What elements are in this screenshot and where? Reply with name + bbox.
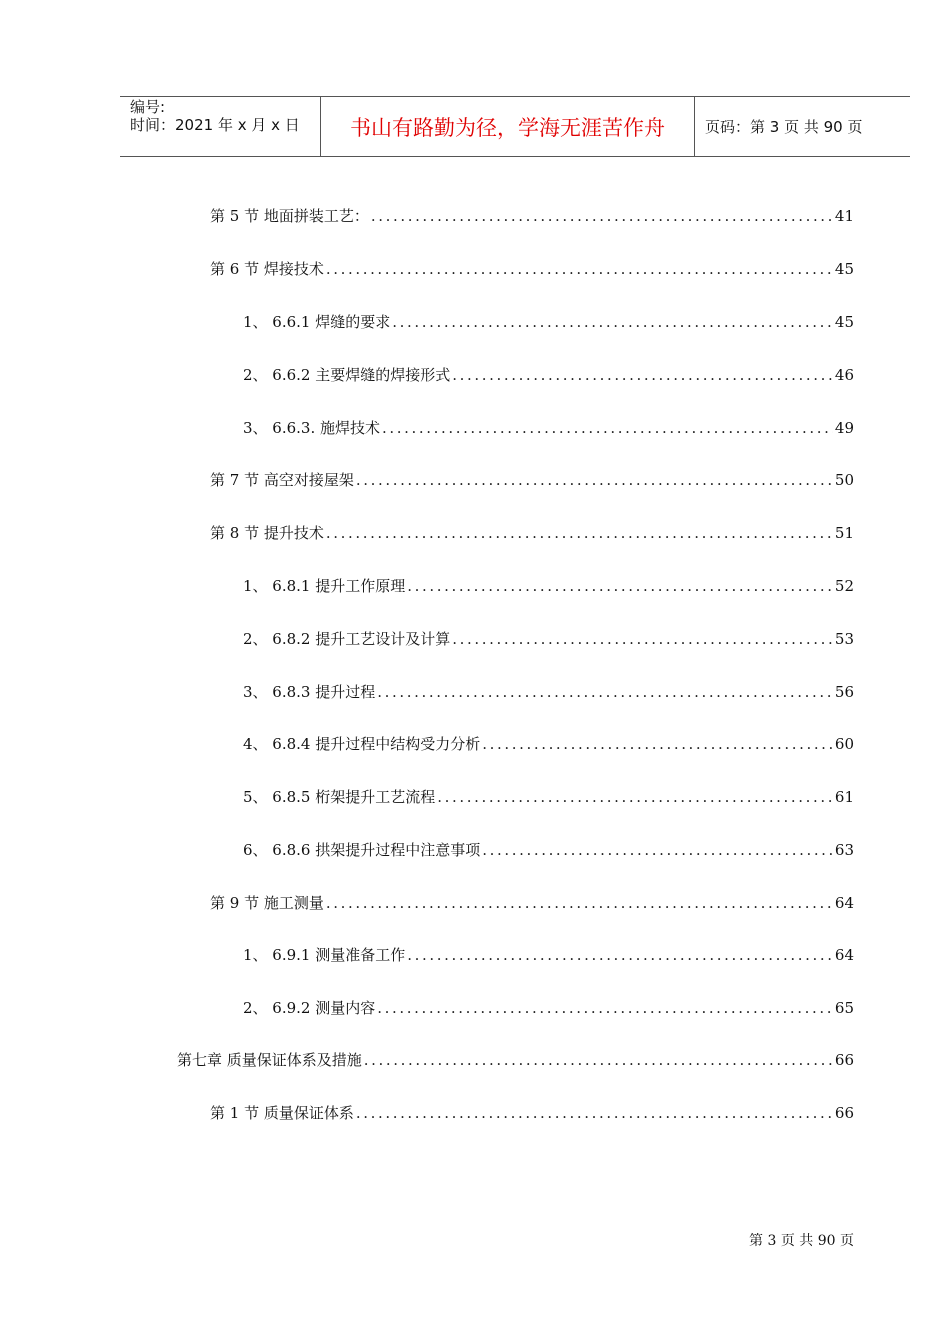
toc-leader-dots	[452, 365, 833, 385]
toc-entry-page: 51	[834, 524, 854, 542]
toc-entry-page: 60	[834, 735, 854, 753]
toc-entry-page: 64	[834, 894, 854, 912]
toc-entry-title: 1、 6.6.1 焊缝的要求	[243, 313, 391, 331]
toc-entry-page: 63	[834, 841, 854, 859]
toc-entry[interactable]	[210, 519, 854, 543]
toc-entry[interactable]	[210, 466, 854, 490]
toc-leader-dots	[326, 259, 833, 279]
toc-leader-dots	[371, 206, 833, 226]
toc-entry-title: 5、 6.8.5 桁架提升工艺流程	[243, 788, 436, 806]
toc-entry[interactable]	[243, 361, 854, 385]
toc-entry[interactable]	[210, 1099, 854, 1123]
toc-entry[interactable]	[243, 994, 854, 1018]
toc-entry-page: 46	[834, 366, 854, 384]
toc-entry[interactable]	[210, 202, 854, 226]
toc-entry-chapter[interactable]	[177, 1046, 854, 1070]
toc-entry-title: 3、 6.8.3 提升过程	[243, 683, 376, 701]
toc-entry-title: 4、 6.8.4 提升过程中结构受力分析	[243, 735, 481, 753]
toc-entry-page: 65	[834, 999, 854, 1017]
toc-entry[interactable]	[243, 678, 854, 702]
toc-leader-dots	[407, 576, 833, 596]
toc-entry-title: 第 7 节 高空对接屋架	[210, 471, 354, 489]
toc-entry-title: 1、 6.8.1 提升工作原理	[243, 577, 406, 595]
toc-entry-page: 49	[834, 419, 854, 437]
toc-leader-dots	[482, 734, 833, 754]
toc-entry[interactable]	[243, 730, 854, 754]
document-number: 编号:	[130, 98, 166, 116]
document-time: 时间：2021 年 x 月 x 日	[130, 116, 300, 134]
toc-leader-dots	[452, 629, 833, 649]
toc-leader-dots	[377, 682, 833, 702]
toc-entry[interactable]	[243, 572, 854, 596]
toc-entry-title: 第 8 节 提升技术	[210, 524, 324, 542]
header-meta-cell	[120, 97, 321, 156]
header-motto: 书山有路勤为径，学海无涯苦作舟	[350, 116, 665, 140]
toc-leader-dots	[377, 998, 833, 1018]
toc-entry-page: 41	[834, 207, 854, 225]
toc-leader-dots	[437, 787, 833, 807]
toc-entry-title: 6、 6.8.6 拱架提升过程中注意事项	[243, 841, 481, 859]
footer-page-number: 第 3 页 共 90 页	[749, 1233, 854, 1249]
toc-entry-page: 45	[834, 260, 854, 278]
toc-entry-title: 2、 6.6.2 主要焊缝的焊接形式	[243, 366, 451, 384]
toc-entry[interactable]	[243, 836, 854, 860]
toc-entry[interactable]	[243, 414, 854, 438]
toc-entry-title: 第 5 节 地面拼装工艺：	[210, 207, 369, 225]
document-header	[120, 96, 910, 157]
toc-entry-title: 第七章 质量保证体系及措施	[177, 1051, 362, 1069]
toc-entry[interactable]	[243, 308, 854, 332]
toc-entry-page: 52	[834, 577, 854, 595]
toc-entry-page: 64	[834, 946, 854, 964]
header-motto-cell	[321, 97, 695, 156]
toc-entry-title: 第 6 节 焊接技术	[210, 260, 324, 278]
toc-entry-page: 61	[834, 788, 854, 806]
toc-leader-dots	[392, 312, 833, 332]
toc-leader-dots	[382, 418, 833, 438]
toc-entry[interactable]	[243, 625, 854, 649]
toc-entry-page: 50	[834, 471, 854, 489]
toc-entry[interactable]	[243, 941, 854, 965]
toc-entry-title: 第 1 节 质量保证体系	[210, 1104, 354, 1122]
toc-entry-title: 2、 6.8.2 提升工艺设计及计算	[243, 630, 451, 648]
toc-leader-dots	[356, 470, 833, 490]
toc-entry[interactable]	[210, 889, 854, 913]
toc-leader-dots	[364, 1050, 833, 1070]
toc-leader-dots	[326, 893, 833, 913]
toc-leader-dots	[356, 1103, 833, 1123]
toc-entry-page: 53	[834, 630, 854, 648]
toc-entry[interactable]	[243, 783, 854, 807]
toc-leader-dots	[407, 945, 833, 965]
toc-entry-title: 1、 6.9.1 测量准备工作	[243, 946, 406, 964]
toc-entry-title: 3、 6.6.3. 施焊技术	[243, 419, 381, 437]
toc-entry-page: 66	[834, 1104, 854, 1122]
toc-entry-page: 56	[834, 683, 854, 701]
header-page-cell	[695, 97, 910, 156]
toc-entry-page: 66	[834, 1051, 854, 1069]
toc-entry-page: 45	[834, 313, 854, 331]
toc-entry[interactable]	[210, 255, 854, 279]
toc-entry-title: 第 9 节 施工测量	[210, 894, 324, 912]
toc-leader-dots	[482, 840, 833, 860]
toc-entry-title: 2、 6.9.2 测量内容	[243, 999, 376, 1017]
toc-leader-dots	[326, 523, 833, 543]
header-page-number: 页码：第 3 页 共 90 页	[705, 118, 863, 136]
